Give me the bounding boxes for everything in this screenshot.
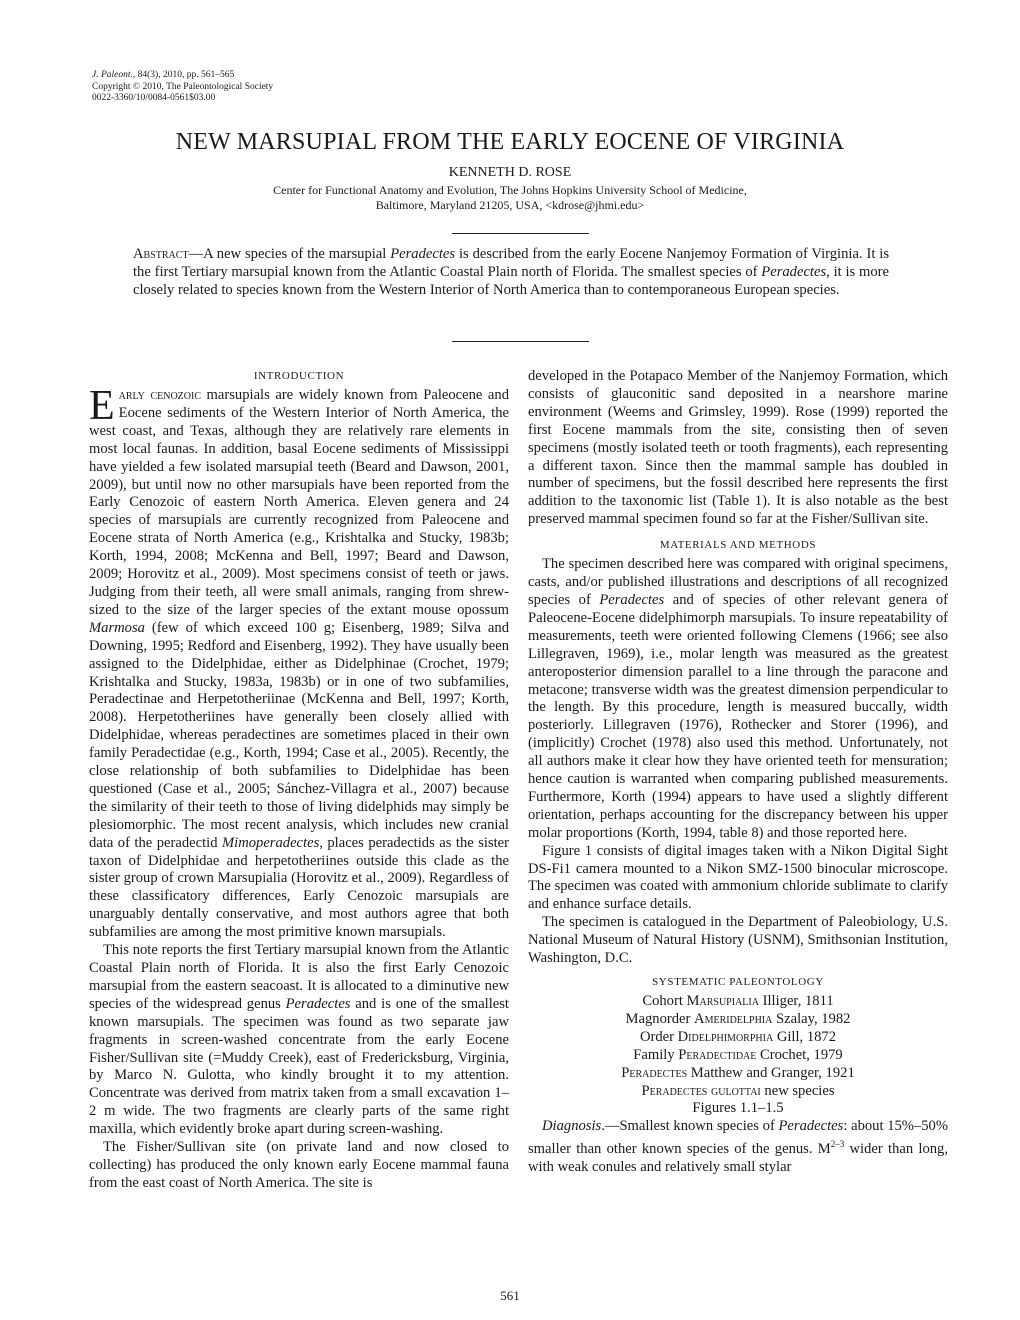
drop-cap: E [89, 383, 115, 429]
genus-peradectes: Peradectes [285, 995, 351, 1012]
intro-p2b: and is one of the smallest known marsupials. The specimen was found as two separate jaw fragments in screen-washed concentrate from the early Eocene Fisher/Sullivan site (=Muddy Creek), east of Fredericksburg, Virginia, by Marco N. Gulotta, who kindly brought it to my attention. Concentrate was derived from matrix taken from a small excavation 1–2 m wide. The two fragments are clearly parts of the same right maxilla, which evidently broke apart during screen-washing. [89, 995, 509, 1138]
taxon-name: Peradectidae [678, 1046, 757, 1063]
methods-paragraph-1 [528, 556, 948, 843]
intro-paragraph-2 [89, 942, 509, 1139]
systematics-heading: SYSTEMATIC PALEONTOLOGY [652, 976, 824, 988]
intro-heading: INTRODUCTION [253, 370, 345, 382]
taxon-author: Szalay, 1982 [772, 1010, 851, 1027]
intro-paragraph-3: The Fisher/Sullivan site (on private land and now closed to collecting) has produced the only known early Eocene mammal fauna from the east coast of North America. The site is [89, 1139, 509, 1191]
intro-p2a: This note reports the first Tertiary marsupial known from the Atlantic Coastal Plain north of Florida. It is also the first Early Cenozoic marsupial from the eastern seacoast. It is allocated to a diminutive new species of the widespread genus [89, 942, 509, 1012]
taxon-author: Matthew and Granger, 1921 [687, 1064, 855, 1081]
taxon-author: Crochet, 1979 [756, 1046, 843, 1063]
affiliation-line-2: Baltimore, Maryland 21205, USA, <kdrose@jhmi.edu> [375, 198, 645, 212]
divider-top [452, 233, 589, 234]
paper-title: NEW MARSUPIAL FROM THE EARLY EOCENE OF VIRGINIA [175, 129, 845, 155]
methods-heading: MATERIALS AND METHODS [659, 539, 817, 552]
issn-line: 0022-3360/10/0084-0561$03.00 [92, 93, 216, 103]
taxon-species [528, 1083, 948, 1101]
abstract-genus-1: Peradectes [390, 246, 456, 262]
taxon-magnorder [528, 1011, 948, 1029]
taxon-rank: Family [633, 1046, 679, 1063]
methods-p1a: The specimen described here was compared with original specimens, casts, and/or published illustrations and descriptions of all recognized species of [528, 556, 948, 608]
taxon-name: Peradectes gulottai [641, 1082, 761, 1099]
genus-marmosa: Marmosa [89, 619, 145, 636]
taxon-name: Peradectes [621, 1064, 688, 1081]
taxon-genus [528, 1065, 948, 1083]
left-column [89, 368, 509, 1193]
genus-peradectes-2: Peradectes [599, 591, 665, 608]
taxon-author: Illiger, 1811 [758, 993, 834, 1009]
taxon-name: Didelphimorphia [677, 1028, 774, 1045]
taxon-rank: Order [639, 1028, 678, 1045]
figure-reference: Figures 1.1–1.5 [692, 1100, 784, 1117]
journal-name: J. Paleont. [92, 70, 133, 80]
intro-paragraph-3-continued: developed in the Potapaco Member of the Nanjemoy Formation, which consists of glauconitic sand deposited in a nearshore marine environment (Weems and Grimsley, 1999). Rose (1999) reported the first Eocene mammals from the site, consisting then of seven specimens (mostly isolated teeth or tooth fragments), each representing a different taxon. Since then the mammal sample has doubled in number of specimens, but the fossil described here represents the first addition to the taxonomic list (Table 1). It is also notable as the best preserved mammal specimen found so far at the Fisher/Sullivan site. [528, 368, 948, 528]
intro-p1b: (few of which exceed 100 g; Eisenberg, 1989; Silva and Downing, 1995; Redford and Eisenberg, 1992). They have usually been assigned to the Didelphidae, either as Didelphinae (Crochet, 1979; Krishtalka and Stucky, 1983a, 1983b) or in one of two subfamilies, Peradectinae and Herpetotheriinae (McKenna and Bell, 1997; Korth, 2008). Herpetotheriines have generally been closely allied with Didelphidae, whereas peradectines are sometimes placed in their own family Peradectidae (e.g., Korth, 1994; Case et al., 2005). Recently, the close relationship of both subfamilies to Didelphidae has been questioned (Case et al., 2005; Sánchez-Villagra et al., 2007) because the similarity of their teeth to those of living didelphids may simply be plesiomorphic. The most recent analysis, which includes new cranial data of the peradectid [89, 619, 509, 851]
diagnosis-paragraph [528, 1118, 948, 1177]
diagnosis-text-c: wider than long, with weak conules and relatively small stylar [528, 1141, 949, 1176]
right-column [528, 368, 948, 1177]
genus-mimoperadectes: Mimoperadectes [221, 834, 320, 851]
taxon-rank: Cohort [642, 993, 687, 1009]
diagnosis-text-a: .—Smallest known species of [601, 1118, 779, 1135]
taxon-order [528, 1029, 948, 1047]
taxon-name: Ameridelphia [694, 1010, 773, 1027]
taxon-name: Marsupialia [686, 993, 759, 1009]
affiliation-line-1: Center for Functional Anatomy and Evolution, The Johns Hopkins University School of Medicine, [273, 183, 747, 197]
taxon-cohort [528, 993, 948, 1011]
affiliation [0, 183, 1020, 213]
abstract-genus-2: Peradectes [761, 263, 827, 280]
taxon-rank: Magnorder [625, 1010, 695, 1027]
journal-header [92, 70, 273, 105]
taxonomy-block [528, 993, 948, 1118]
divider-bottom [452, 341, 589, 342]
methods-paragraph-2: Figure 1 consists of digital images taken with a Nikon Digital Sight DS-Fi1 camera mounted to a Nikon SMZ-1500 binocular microscope. The specimen was coated with ammonium chloride sublimate to clarify and enhance surface details. [528, 842, 948, 913]
intro-p1c: , places peradectids as the sister taxon of Didelphidae and herpetotheriines outside this clade as the sister group of crown Marsupialia (Horovitz et al., 2009). Regardless of these classificatory differences, Early Cenozoic marsupials are unarguably dentally conservative, and most authors agree that both subfamilies are among the most primitive known marsupials. [89, 834, 510, 941]
abstract-text-1: —A new species of the marsupial [188, 246, 391, 262]
taxon-author: Gill, 1872 [773, 1028, 837, 1045]
intro-lead: arly cenozoic [118, 387, 201, 403]
taxon-author: new species [760, 1082, 835, 1099]
intro-p1a: marsupials are widely known from Paleocene and Eocene sediments of the Western Interior of North America, the west coast, and Texas, although they are relatively rare elements in most local faunas. In addition, basal Eocene sediments of Mississippi have yielded a few isolated marsupial teeth (Beard and Dawson, 2001, 2009), but until now no other marsupials have been reported from the Early Cenozoic of eastern North America. Eleven genera and 24 species of marsupials are currently recognized from Paleocene and Eocene strata of North America (e.g., Krishtalka and Stucky, 1983b; Korth, 1994, 2008; McKenna and Bell, 1997; Beard and Dawson, 2009; Horovitz et al., 2009). Most specimens consist of teeth or jaws. Judging from their teeth, all were small animals, ranging from shrew-sized to the size of the larger species of the extant mouse opossum [89, 387, 510, 618]
diagnosis-superscript: 2–3 [830, 1139, 845, 1150]
diagnosis-label: Diagnosis [542, 1118, 602, 1135]
methods-p1b: and of species of other relevant genera of Paleocene-Eocene didelphimorph marsupials. To insure repeatability of measurements, teeth were oriented following Clemens (1966; see also Lillegraven, 1969), i.e., molar length was measured as the greatest anteroposterior dimension parallel to a line through the paracone and metacone; transverse width was the greatest dimension perpendicular to the length. By this procedure, length is measured buccally, width posteriorly. Lillegraven (1976), Rothecker and Storer (1996), and (implicitly) Crochet (1978) also used this method. Unfortunately, not all authors make it clear how they have oriented teeth for mensuration; hence caution is warranted when comparing published measurements. Furthermore, Korth (1994) appears to have used a slightly different orientation, perhaps accounting for the discrepancy between his upper molar proportions (Korth, 1994, table 8) and those reported here. [528, 591, 948, 841]
author-name: KENNETH D. ROSE [448, 165, 572, 180]
abstract-text-3: , it is more closely related to species known from the Western Interior of North America than to contemporaneous European species. [133, 263, 889, 298]
diagnosis-text-b: : about 15%–50% smaller than other known species of the genus. M [528, 1118, 948, 1158]
abstract [133, 246, 889, 299]
diagnosis-genus: Peradectes [778, 1118, 844, 1135]
taxon-family [528, 1047, 948, 1065]
abstract-text-2: is described from the early Eocene Nanjemoy Formation of Virginia. It is the first Tertiary marsupial known from the Atlantic Coastal Plain north of Florida. The smallest species of [133, 246, 889, 280]
page-number: 561 [500, 1288, 520, 1303]
copyright-line: Copyright © 2010, The Paleontological Society [92, 81, 274, 92]
intro-paragraph-1 [89, 383, 510, 942]
abstract-label: Abstract [133, 246, 189, 262]
journal-citation: , 84(3), 2010, pp. 561–565 [132, 70, 235, 80]
methods-paragraph-3: The specimen is catalogued in the Department of Paleobiology, U.S. National Museum of Natural History (USNM), Smithsonian Institution, Washington, D.C. [528, 914, 948, 967]
